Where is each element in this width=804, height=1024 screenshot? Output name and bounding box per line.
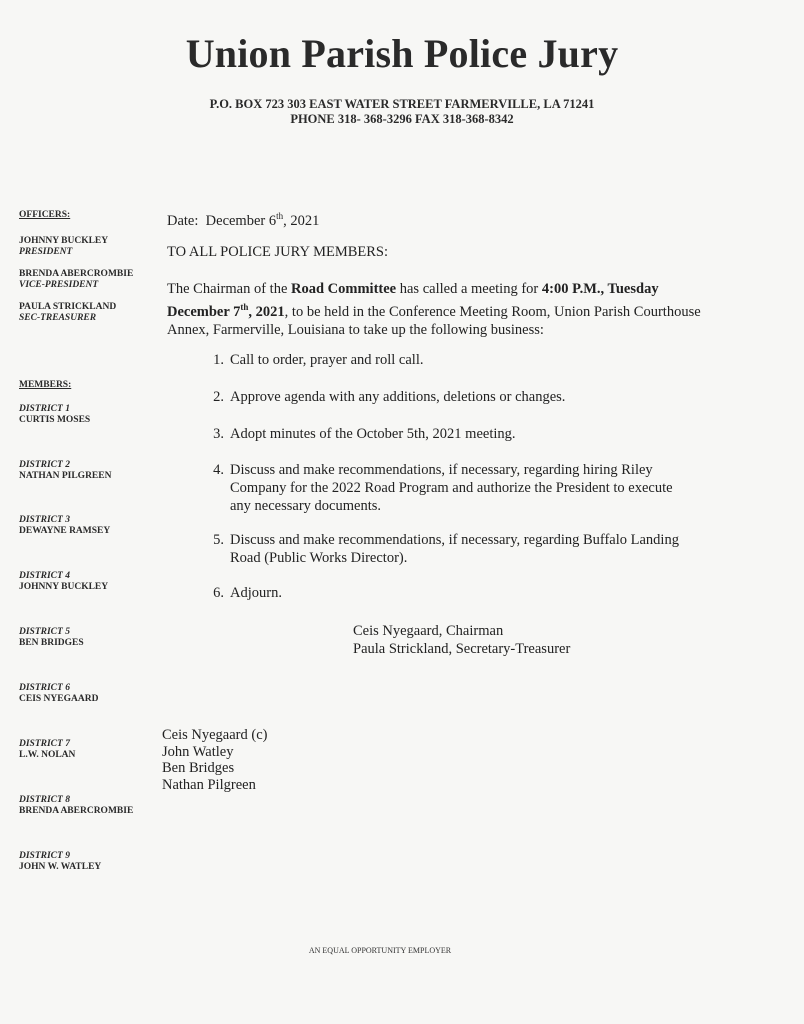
date-label: Date: (167, 212, 199, 229)
member-entry (19, 851, 101, 873)
member-entry (19, 627, 84, 649)
committee-member: Ceis Nyegaard (c) (162, 727, 268, 743)
member-name: NATHAN PILGREEN (19, 471, 112, 481)
committee-member: Ben Bridges (162, 760, 235, 776)
agenda-item (204, 388, 694, 408)
officers-sidebar (19, 210, 70, 221)
agenda-text: Discuss and make recommendations, if necessary, regarding Buffalo Landing Road (Public Works Director). (230, 532, 679, 566)
district-label: DISTRICT 3 (19, 515, 70, 525)
member-name: CEIS NYEGAARD (19, 694, 99, 704)
date-year: , 2021 (283, 212, 320, 229)
member-name: BEN BRIDGES (19, 638, 84, 648)
officer-name: JOHNNY BUCKLEY (19, 236, 109, 246)
committee-member: John Watley (162, 743, 234, 760)
date-suffix: th (276, 211, 284, 221)
signature-block (353, 622, 570, 658)
agenda-text: Adjourn. (230, 585, 282, 601)
officer-entry (19, 236, 108, 258)
officer-name: BRENDA ABERCROMBIE (19, 269, 134, 279)
officer-entry (19, 269, 133, 291)
salutation: TO ALL POLICE JURY MEMBERS: (167, 244, 389, 260)
member-entry (19, 571, 108, 593)
member-entry (19, 739, 75, 761)
agenda-number: 6. (213, 585, 224, 601)
agenda-text: Adopt minutes of the October 5th, 2021 meeting. (230, 426, 516, 442)
intro-text: has called a meeting for (396, 281, 542, 297)
members-heading: MEMBERS: (19, 380, 72, 390)
members-heading-wrap (19, 380, 71, 391)
organization-title: Union Parish Police Jury (185, 31, 619, 76)
address-line: P.O. BOX 723 303 EAST WATER STREET FARMERVILLE, LA 71241 (209, 97, 595, 111)
intro-text: , to be held in the Conference Meeting Room, Union Parish Courthouse Annex, Farmerville, Louisiana to take up the following business: (167, 303, 701, 338)
district-label: DISTRICT 4 (19, 571, 70, 581)
member-name: BRENDA ABERCROMBIE (19, 806, 134, 816)
member-name: CURTIS MOSES (19, 415, 91, 425)
member-name: JOHNNY BUCKLEY (19, 582, 109, 592)
committee-name: Road Committee (291, 281, 397, 297)
intro-paragraph (167, 280, 722, 339)
footer-text: AN EQUAL OPPORTUNITY EMPLOYER (308, 946, 452, 955)
agenda-number: 3. (213, 426, 224, 442)
district-label: DISTRICT 8 (19, 795, 70, 805)
agenda-text: Discuss and make recommendations, if necessary, regarding hiring Riley Company for the 2022 Road Program and authorize the President to execute any necessary documents. (230, 462, 673, 514)
officer-title: VICE-PRESIDENT (19, 280, 99, 290)
officers-heading: OFFICERS: (19, 210, 71, 220)
agenda-item (204, 531, 694, 571)
officer-entry (19, 302, 116, 324)
phone-line: PHONE 318- 368-3296 FAX 318-368-8342 (290, 112, 514, 126)
member-name: JOHN W. WATLEY (19, 862, 102, 872)
agenda-number: 2. (213, 389, 224, 405)
agenda-item (204, 461, 694, 517)
date-line (167, 207, 319, 230)
district-label: DISTRICT 6 (19, 683, 70, 693)
member-name: DEWAYNE RAMSEY (19, 526, 111, 536)
intro-text: The Chairman of the (167, 281, 292, 297)
district-label: DISTRICT 1 (19, 404, 70, 414)
district-label: DISTRICT 7 (19, 739, 70, 749)
member-name: L.W. NOLAN (19, 750, 76, 760)
signature-line: Ceis Nyegaard, Chairman (353, 623, 504, 639)
agenda-number: 4. (213, 462, 224, 478)
district-label: DISTRICT 2 (19, 460, 70, 470)
agenda-number: 1. (213, 352, 224, 368)
agenda-text: Call to order, prayer and roll call. (230, 352, 424, 368)
agenda-item (204, 351, 694, 371)
agenda-text: Approve agenda with any additions, deletions or changes. (230, 389, 566, 405)
officer-name: PAULA STRICKLAND (19, 302, 117, 312)
agenda-item (204, 425, 694, 445)
agenda-item (204, 584, 694, 604)
committee-member: Nathan Pilgreen (162, 776, 256, 793)
district-label: DISTRICT 9 (19, 851, 70, 861)
member-entry (19, 404, 90, 426)
date-value: December 6 (205, 212, 277, 229)
meeting-time-suffix: th (240, 302, 249, 312)
member-entry (19, 460, 111, 482)
member-entry (19, 683, 98, 705)
district-label: DISTRICT 5 (19, 627, 70, 637)
agenda-number: 5. (213, 532, 224, 548)
officer-title: PRESIDENT (19, 247, 73, 257)
signature-line: Paula Strickland, Secretary-Treasurer (353, 641, 571, 657)
member-entry (19, 515, 110, 537)
committee-members-list (162, 727, 267, 793)
member-entry (19, 795, 133, 817)
meeting-time-year: , 2021 (248, 303, 285, 320)
meeting-time-text: 4:00 P.M., Tuesday December 7 (167, 281, 659, 320)
officer-title: SEC-TREASURER (19, 313, 97, 323)
